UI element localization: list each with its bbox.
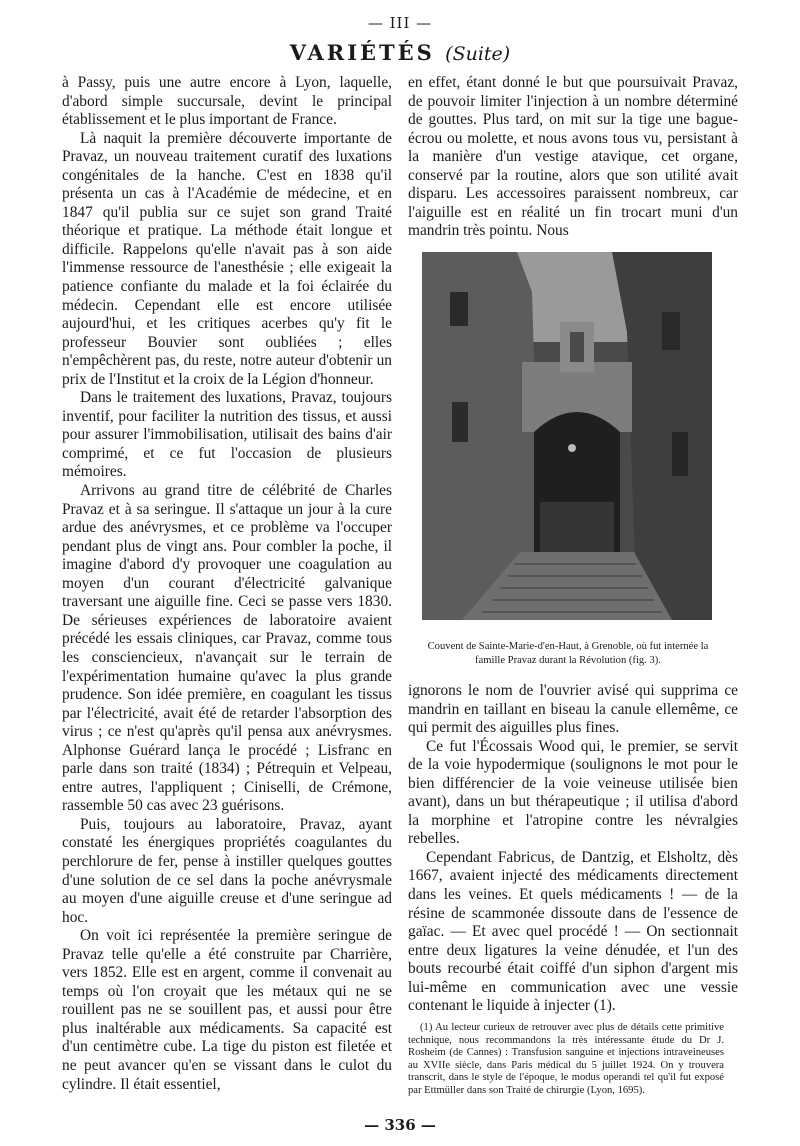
figure-caption: Couvent de Sainte-Marie-d'en-Haut, à Grenoble, où fut internée la famille Pravaz durant la Révolution (fig. 3). — [427, 641, 709, 666]
right-column-bottom — [408, 682, 738, 1016]
paragraph: en effet, étant donné le but que poursuivait Pravaz, de pouvoir limiter l'injection à un nombre déterminé de gouttes. Plus tard, on mit sur la tige une bague-écrou ou molette, et nous avons tous vu, persistant à la manière d'un vestige atavique, cet organe, conservé par la routine, alors que son utilité avait disparu. Les accessoires paraissent nombreux, car l'aiguille est en réalité un fin trocart muni d'un mandrin très pointu. Nous — [408, 74, 738, 240]
section-title-main: VARIÉTÉS — [289, 40, 435, 65]
left-column — [62, 74, 392, 1094]
paragraph: On voit ici représentée la première seringue de Pravaz telle qu'elle a été construite par Charrière, vers 1852. Elle est en argent, comme il convenait au temps où l'on croyait que les métaux qui ne se rouillent pas ne se souillent pas, et aussi pour être plus inaltérable aux médicaments. Sa capacité est d'un centimètre cube. La tige du piston est filetée et ne peut avancer qu'en se vissant dans le culot du cylindre. Il était essentiel, — [62, 927, 392, 1093]
paragraph: ignorons le nom de l'ouvrier avisé qui supprima ce mandrin en taillant en biseau la canule ellemême, ce qui permit des aiguilles plus fines. — [408, 682, 738, 737]
paragraph: Dans le traitement des luxations, Pravaz, toujours inventif, pour faciliter la nutrition des tissus, et aussi pour assurer l'immobilisation, utilisait des bains d'air comprimé, et ce fut l'occasion de plusieurs mémoires. — [62, 389, 392, 481]
paragraph: Cependant Fabricus, de Dantzig, et Elsholtz, dès 1667, avaient injecté des médicaments directement dans les veines. Et quels médicaments ! — de la résine de scammonée dissoute dans de l'essence de gaïac. — Et avec quel procédé ! — On sectionnait entre deux ligatures la veine dénudée, et l'un des bouts recourbé était coiffé d'un siphon d'argent mis lui-même en communication avec une vessie contenant le liquide à injecter (1). — [408, 848, 738, 1015]
paragraph: Puis, toujours au laboratoire, Pravaz, ayant constaté les énergiques propriétés coagulantes du perchlorure de fer, pense à instiller quelques gouttes d'une solution de ce sel dans la poche anévrysmale au moyen d'une aiguille creuse et d'une seringue ad hoc. — [62, 815, 392, 926]
paragraph: Ce fut l'Écossais Wood qui, le premier, se servit de la voie hypodermique (soulignons le mot pour le bien différencier de la voie veineuse utilisée bien avant), dans un but thérapeutique ; il utilisa d'abord la morphine et l'atropine contre les névralgies rebelles. — [408, 737, 738, 848]
section-title-suffix: (Suite) — [445, 43, 511, 65]
page-number: — 336 — — [364, 1116, 436, 1134]
paragraph: Là naquit la première découverte importante de Pravaz, un nouveau traitement curatif des luxations congénitales de la hanche. C'est en 1838 qu'il présenta un cas à l'Académie de médecine, et en 1847 qu'il publia sur ce sujet son grand Traité théorique et pratique. La méthode était longue et difficile. Rappelons qu'elle n'avait pas à son aide l'immense ressource de l'anesthésie ; elle exigeait la patience confiante du malade et la foi éclairée du médecin. Cependant elle est encore utilisée aujourd'hui, et les critiques acerbes qu'y fit le professeur Bouvier sont oubliées ; elles n'empêchèrent pas, du reste, notre auteur d'obtenir un prix de l'Institut et la croix de la Légion d'honneur. — [62, 129, 392, 388]
footnote — [408, 1022, 724, 1098]
right-column-top — [408, 74, 738, 241]
convent-photograph — [422, 252, 712, 620]
section-title — [0, 40, 800, 65]
running-head: — III — — [367, 14, 433, 32]
footnote-text: (1) Au lecteur curieux de retrouver avec plus de détails cette primitive technique, nous recommandons la très intéressante étude du Dr J. Rosheim (de Cannes) : Transfusion sanguine et injections intraveineuses au XVIIe siècle, dans Paris médical du 5 juillet 1924. On y trouvera transcrit, dans le style de l'époque, le modus operandi tel qu'il fut exposé par Ettmüller dans son Traité de chirurgie (Lyon, 1695). — [408, 1022, 724, 1096]
paragraph: à Passy, puis une autre encore à Lyon, laquelle, d'abord simple succursale, devint le principal établissement et le plus important de France. — [62, 74, 392, 129]
paragraph: Arrivons au grand titre de célébrité de Charles Pravaz et à sa seringue. Il s'attaque un jour à la cure ardue des anévrysmes, et ce problème va l'occuper pendant plus de vingt ans. Pour combler la poche, il imagine d'abord d'y provoquer une coagulation au moyen d'un courant d'électricité galvanique traversant une aiguille fine. Ceci se passe vers 1830. De sérieuses expériences de laboratoire avaient précédé les essais cliniques, car Pravaz, comme tous les consciencieux, n'avançait sur le terrain de l'expérimentation humaine qu'avec la plus grande prudence. Son idée première, en coagulant les tissus par l'électricité, avait été de retarder l'absorption des virus ; ce n'est qu'après qu'il pensa aux anévrysmes. Alphonse Guérard lança le procédé ; Lisfranc en parle dans son traité (1834) ; Pétrequin et Velpeau, entre autres, l'appliquent ; Ciniselli, de Crémone, rassemble 50 cas avec 23 guérisons. — [62, 482, 392, 815]
